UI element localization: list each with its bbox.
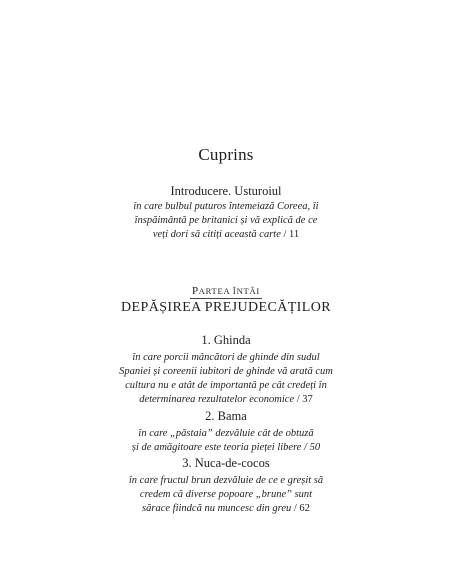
part-label-initial: P bbox=[191, 285, 199, 297]
entry-description bbox=[76, 427, 376, 455]
entry-description-line bbox=[71, 393, 381, 407]
entry-description-line: în care porcii mâncători de ghinde din sudul bbox=[132, 352, 320, 363]
toc-entry-chapter-3 bbox=[0, 456, 452, 516]
entry-description-line: Spaniei și coreenii iubitori de ghinde vă arată cum bbox=[119, 366, 333, 377]
part-label bbox=[0, 285, 452, 297]
entry-description-line bbox=[76, 502, 376, 516]
entry-description-line: în care bulbul puturos întemeiază Coreea, îi bbox=[133, 201, 319, 212]
entry-description-line: în care fructul brun dezvăluie de ce e greșit să bbox=[128, 475, 324, 486]
entry-description-line: și de amăgitoare este teoria pieței libere / 50 bbox=[131, 442, 321, 453]
entry-description bbox=[71, 351, 381, 407]
entry-title: 1. Ghinda bbox=[201, 333, 251, 347]
page-title: Cuprins bbox=[198, 145, 254, 164]
entry-title: 3. Nuca-de-cocos bbox=[182, 456, 270, 470]
toc-entry-chapter-1 bbox=[0, 333, 452, 407]
entry-description-line: în care „păstaia” dezvăluie cât de obtuză bbox=[138, 428, 314, 439]
entry-description-text: determinarea rezultatelor economice bbox=[139, 394, 295, 405]
page-number: / 62 bbox=[293, 503, 310, 514]
part-label-rest: ARTEA ÎNTÂI bbox=[198, 286, 261, 296]
toc-entry-intro bbox=[0, 184, 452, 242]
entry-description bbox=[81, 200, 371, 242]
entry-description-line: cultura nu e atât de importantă pe cât credeți în bbox=[125, 380, 327, 391]
page-number: / 37 bbox=[296, 394, 313, 405]
page-number: / 11 bbox=[283, 229, 300, 240]
entry-title: Introducere. Usturoiul bbox=[170, 184, 282, 198]
entry-description-line: înspăimântă pe britanici și vă explică de ce bbox=[134, 215, 318, 226]
entry-description-text: veți dori să citiți această carte bbox=[152, 229, 281, 240]
entry-title: 2. Bama bbox=[205, 409, 247, 423]
entry-description-line: credem că diverse popoare „brune” sunt bbox=[139, 489, 313, 500]
entry-description-line bbox=[81, 228, 371, 242]
part-title: DEPĂȘIREA PREJUDECĂȚILOR bbox=[121, 300, 331, 315]
part-divider bbox=[190, 298, 262, 299]
entry-description-text: sărace fiindcă nu muncesc din greu bbox=[142, 503, 292, 514]
entry-description bbox=[76, 474, 376, 516]
toc-entry-chapter-2 bbox=[0, 409, 452, 455]
